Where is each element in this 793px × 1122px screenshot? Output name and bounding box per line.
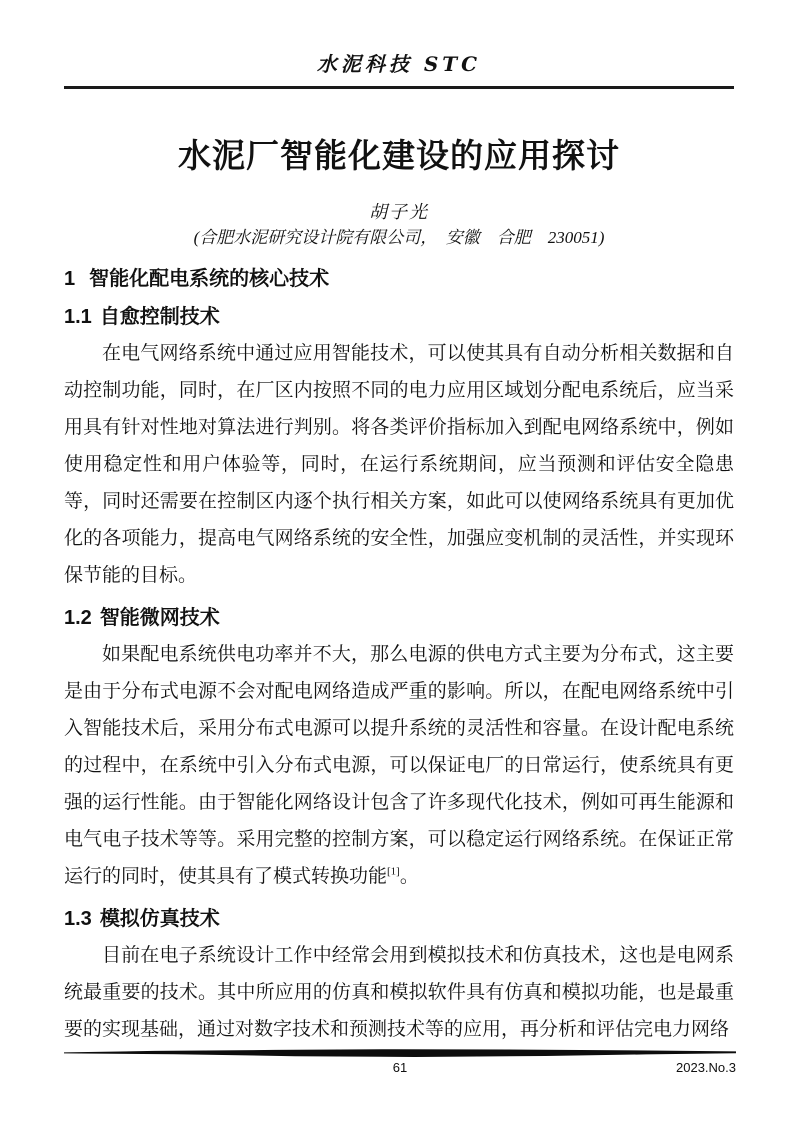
- section-1-2-text: 如果配电系统供电功率并不大，那么电源的供电方式主要为分布式，这主要是由于分布式电源不会对配电网络造成严重的影响。所以，在配电网络系统中引入智能技术后，采用分布式电源可以提升系统的灵活性和容量。在设计配电系统的过程中，在系统中引入分布式电源，可以保证电厂的日常运行，使系统具有更强的运行性能。由于智能化网络设计包含了许多现代化技术，例如可再生能源和电气电子技术等等。采用完整的控制方案，可以稳定运行网络系统。在保证正常运行的同时，使其具有了模式转换功能: [64, 644, 734, 887]
- author-affiliation: (合肥水泥研究设计院有限公司， 安徽 合肥 230051): [193, 228, 605, 247]
- section-1-2-heading: [64, 605, 734, 631]
- section-1-2-text-end: 。: [399, 866, 419, 887]
- section-1-2-number: 1.2: [64, 607, 92, 629]
- issue-label: 2023.No.3: [676, 1060, 736, 1075]
- section-1-title: 智能化配电系统的核心技术: [89, 268, 330, 290]
- section-1-3-paragraph: 目前在电子系统设计工作中经常会用到模拟技术和仿真技术，这也是电网系统最重要的技术。其中所应用的仿真和模拟软件具有仿真和模拟功能，也是最重要的实现基础，通过对数字技术和预测技术等的应用，再分析和评估完电力网络: [64, 945, 734, 1040]
- section-1-heading: [64, 265, 734, 293]
- article-title: 水泥厂智能化建设的应用探讨: [178, 137, 620, 174]
- section-1-number: 1: [64, 268, 76, 290]
- journal-header: [64, 0, 734, 89]
- section-1-2-title: 智能微网技术: [99, 607, 220, 629]
- footer-row: [64, 1059, 736, 1077]
- section-1-3-heading: [64, 906, 734, 932]
- section-1-1-heading: [64, 304, 734, 330]
- section-1-1-title: 自愈控制技术: [99, 306, 220, 328]
- section-1-1-number: 1.1: [64, 306, 92, 328]
- section-1-2-paragraph: [64, 636, 734, 895]
- page-number: 61: [392, 1060, 408, 1075]
- page-footer: [64, 1048, 736, 1077]
- citation-ref-1: [1]: [387, 865, 400, 878]
- footer-bar: [64, 1048, 736, 1059]
- header-rule: [64, 86, 734, 89]
- section-1-1-paragraph: 在电气网络系统中通过应用智能技术，可以使其具有自动分析相关数据和自动控制功能，同时，在厂区内按照不同的电力应用区域划分配电系统后，应当采用具有针对性地对算法进行判别。将各类评价指标加入到配电网络系统中，例如使用稳定性和用户体验等，同时，在运行系统期间，应当预测和评估安全隐患等，同时还需要在控制区内逐个执行相关方案，如此可以使网络系统具有更加优化的各项能力，提高电气网络系统的安全性，加强应变机制的灵活性，并实现环保节能的目标。: [64, 343, 734, 586]
- section-1-3-number: 1.3: [64, 908, 92, 930]
- section-1-3-title: 模拟仿真技术: [99, 908, 220, 930]
- author-name: 胡子光: [369, 202, 429, 222]
- journal-title: 水泥科技 STC: [316, 52, 482, 76]
